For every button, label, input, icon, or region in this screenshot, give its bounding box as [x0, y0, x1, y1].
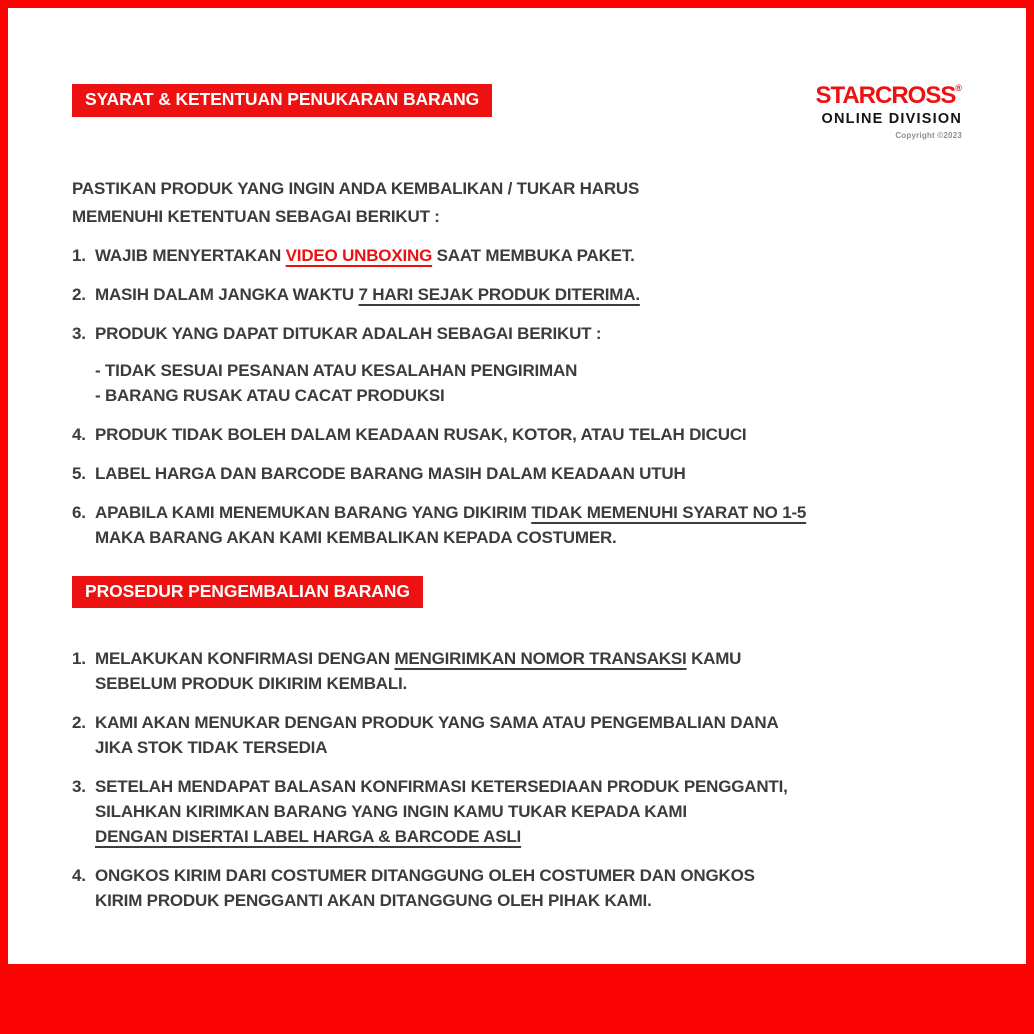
header-row	[72, 84, 962, 140]
procedure-item-3-line-1: SETELAH MENDAPAT BALASAN KONFIRMASI KETERSEDIAAN PRODUK PENGGANTI,	[95, 777, 788, 796]
procedure-item-2-line-2: JIKA STOK TIDAK TERSEDIA	[95, 738, 328, 757]
terms-item-5	[72, 461, 962, 486]
terms-item-2-number: 2.	[72, 284, 86, 304]
brand-wordmark	[815, 84, 962, 108]
intro-line-1: PASTIKAN PRODUK YANG INGIN ANDA KEMBALIKAN / TUKAR HARUS	[72, 178, 640, 198]
procedure-item-2-line-1: KAMI AKAN MENUKAR DENGAN PRODUK YANG SAMA ATAU PENGEMBALIAN DANA	[95, 713, 779, 732]
terms-item-6-text	[95, 500, 962, 550]
terms-item-2-text	[95, 282, 962, 307]
terms-item-1	[72, 243, 962, 268]
terms-item-6-pre: APABILA KAMI MENEMUKAN BARANG YANG DIKIRIM	[95, 502, 532, 522]
procedure-item-2-text	[95, 710, 962, 760]
terms-item-5-line: LABEL HARGA DAN BARCODE BARANG MASIH DALAM KEADAAN UTUH	[95, 463, 686, 483]
terms-item-3-sub-1: - TIDAK SESUAI PESANAN ATAU KESALAHAN PENGIRIMAN	[95, 360, 578, 380]
brand-logo	[815, 84, 962, 140]
terms-item-3-sub-2: - BARANG RUSAK ATAU CACAT PRODUKSI	[95, 385, 445, 405]
nomor-transaksi-highlight: MENGIRIMKAN NOMOR TRANSAKSI	[394, 649, 687, 668]
terms-item-6	[72, 500, 962, 550]
terms-item-3-text	[95, 321, 962, 408]
terms-item-4	[72, 422, 962, 447]
terms-item-6-line-2: MAKA BARANG AKAN KAMI KEMBALIKAN KEPADA COSTUMER.	[95, 527, 617, 547]
terms-item-1-number: 1.	[72, 245, 86, 265]
terms-item-3	[72, 321, 962, 408]
terms-item-3-line: PRODUK YANG DAPAT DITUKAR ADALAH SEBAGAI BERIKUT :	[95, 323, 602, 343]
terms-item-3-sublist	[95, 358, 962, 408]
brand-name: STARCROSS	[815, 82, 956, 109]
terms-item-4-number: 4.	[72, 424, 86, 444]
procedure-item-1-line-2: SEBELUM PRODUK DIKIRIM KEMBALI.	[95, 674, 408, 693]
procedure-item-4-line-2: KIRIM PRODUK PENGGANTI AKAN DITANGGUNG OLEH PIHAK KAMI.	[95, 891, 652, 910]
copyright-text: Copyright ©2023	[895, 130, 962, 140]
procedure-item-3	[72, 774, 962, 849]
terms-item-2	[72, 282, 962, 307]
procedure-item-1-post: KAMU	[686, 649, 742, 668]
intro-paragraph	[72, 175, 962, 231]
procedure-item-4-line-1: ONGKOS KIRIM DARI COSTUMER DITANGGUNG OLEH COSTUMER DAN ONGKOS	[95, 866, 755, 885]
procedure-item-2	[72, 710, 962, 760]
procedure-item-3-text	[95, 774, 962, 849]
procedure-section	[72, 576, 962, 609]
seven-days-highlight: 7 HARI SEJAK PRODUK DITERIMA.	[358, 284, 640, 304]
terms-item-5-number: 5.	[72, 463, 86, 483]
terms-item-3-number: 3.	[72, 323, 86, 343]
footer-band	[0, 964, 1034, 1034]
procedure-item-4	[72, 863, 962, 913]
terms-item-1-post: SAAT MEMBUKA PAKET.	[432, 245, 635, 265]
poster-content	[8, 84, 1026, 913]
procedure-item-2-number: 2.	[72, 713, 86, 732]
section-title-procedure: PROSEDUR PENGEMBALIAN BARANG	[72, 576, 423, 609]
procedure-item-1	[72, 646, 962, 696]
syarat-no-1-5-highlight: TIDAK MEMENUHI SYARAT NO 1-5	[531, 502, 807, 522]
procedure-item-1-pre: MELAKUKAN KONFIRMASI DENGAN	[95, 649, 395, 668]
procedure-item-3-line-2: SILAHKAN KIRIMKAN BARANG YANG INGIN KAMU TUKAR KEPADA KAMI	[95, 802, 687, 821]
terms-item-4-line: PRODUK TIDAK BOLEH DALAM KEADAAN RUSAK, KOTOR, ATAU TELAH DICUCI	[95, 424, 747, 444]
registered-trademark-icon: ®	[955, 83, 962, 93]
section-title-terms: SYARAT & KETENTUAN PENUKARAN BARANG	[72, 84, 492, 117]
terms-item-2-pre: MASIH DALAM JANGKA WAKTU	[95, 284, 359, 304]
label-harga-barcode-highlight: DENGAN DISERTAI LABEL HARGA & BARCODE ASLI	[95, 827, 522, 846]
procedure-item-1-text	[95, 646, 962, 696]
terms-item-5-text	[95, 461, 962, 486]
terms-item-1-pre: WAJIB MENYERTAKAN	[95, 245, 286, 265]
procedure-item-1-number: 1.	[72, 649, 86, 668]
brand-division: ONLINE DIVISION	[821, 111, 962, 127]
intro-line-2: MEMENUHI KETENTUAN SEBAGAI BERIKUT :	[72, 206, 440, 226]
procedure-item-3-number: 3.	[72, 777, 86, 796]
procedure-item-4-number: 4.	[72, 866, 86, 885]
terms-item-1-text	[95, 243, 962, 268]
terms-item-4-text	[95, 422, 962, 447]
procedure-item-4-text	[95, 863, 962, 913]
video-unboxing-highlight: VIDEO UNBOXING	[285, 245, 433, 265]
terms-item-6-number: 6.	[72, 502, 86, 522]
